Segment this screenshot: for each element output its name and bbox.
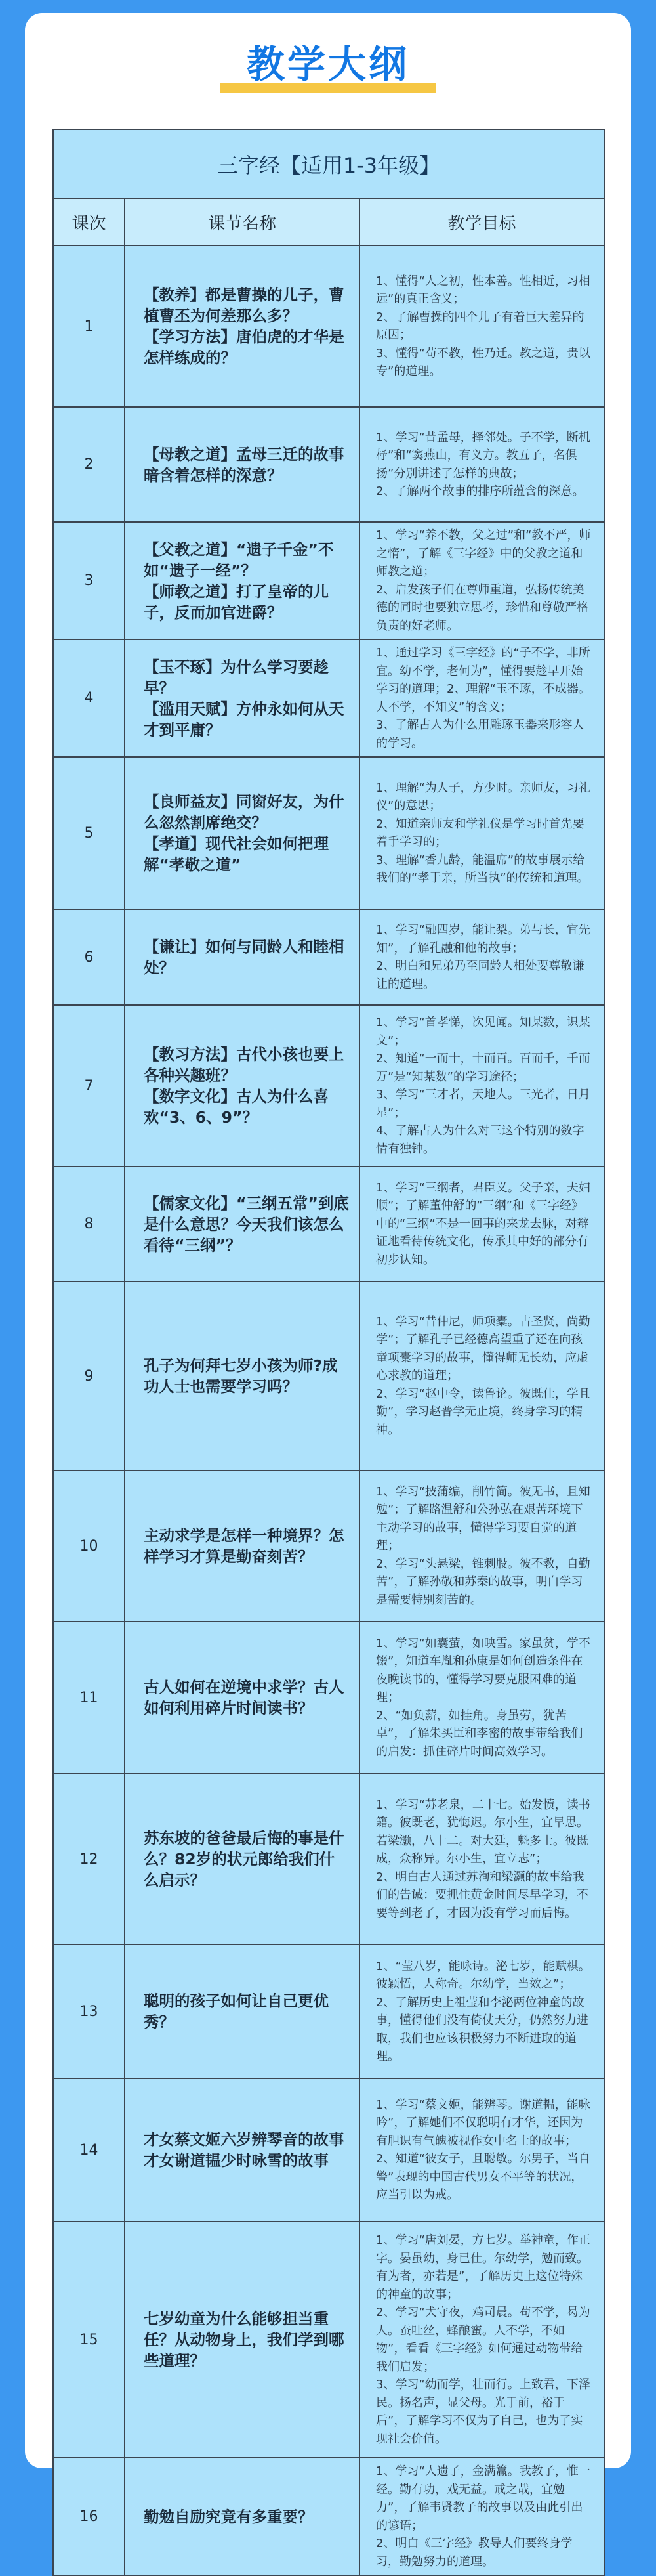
lesson-name-line: 【学习方法】唐伯虎的才华是怎样练成的？ <box>144 328 344 367</box>
lesson-number: 12 <box>53 1774 125 1944</box>
lesson-goal <box>359 1470 604 1621</box>
content-card <box>25 13 631 2569</box>
goal-line: 3、理解“香九龄，能温席”的故事展示给我们的“孝于亲，所当执”的传统和道理。 <box>376 853 589 885</box>
lesson-name-line: 【父教之道】“遗子千金”不如“遗子一经”？ <box>144 540 334 580</box>
table-row <box>53 2458 604 2575</box>
lesson-name-line: 【玉不琢】为什么学习要趁早？ <box>144 657 329 697</box>
lesson-number: 13 <box>53 1944 125 2078</box>
lesson-goal <box>359 909 604 1005</box>
lesson-name-line: 孔子为何拜七岁小孩为师?成功人士也需要学习吗？ <box>144 1356 338 1396</box>
goal-line: 2、学习“赵中令，读鲁论。彼既仕，学且勤”，学习赵普学无止境，终身学习的精神。 <box>376 1386 590 1437</box>
lesson-number: 5 <box>53 757 125 909</box>
lesson-number: 6 <box>53 909 125 1005</box>
syllabus-table <box>52 129 605 2576</box>
goal-line: 3、了解古人为什么用雕琢玉器来形容人的学习。 <box>376 718 584 750</box>
goal-line: 2、明白和兄弟乃至同龄人相处要尊敬谦让的道理。 <box>376 959 584 991</box>
lesson-name-line: 【教养】都是曹操的儿子，曹植曹丕为何差那么多？ <box>144 286 344 325</box>
goal-line: 1、学习“昔仲尼，师项橐。古圣贤，尚勤学”；了解孔子已经德高望重了还在向孩童项橐学习的故事，懂得师无长幼，应虚心求教的道理； <box>376 1314 590 1383</box>
goal-line: 2、了解历史上祖莹和李泌两位神童的故事，懂得他们没有倚仗天分，仍然努力进取，我们也应该积极努力不断进取的道理。 <box>376 1995 588 2063</box>
lesson-name-line: 【孝道】现代社会如何把理解“孝敬之道” <box>144 834 329 874</box>
goal-line: 2、明白《三字经》教导人们要终身学习，勤勉努力的道理。 <box>376 2537 573 2569</box>
goal-line: 2、了解曹操的四个儿子有着巨大差异的原因； <box>376 310 584 342</box>
lesson-goal <box>359 1944 604 2078</box>
lesson-name <box>125 1281 359 1470</box>
goal-line: 1、通过学习《三字经》的“子不学，非所宜。幼不学，老何为”，懂得要趁早开始学习的道理；2、理解“玉不琢，不成器。人不学，不知义”的含义； <box>376 646 590 714</box>
lesson-goal <box>359 1167 604 1281</box>
goal-line: 2、“如负薪，如挂角。身虽劳，犹苦卓”，了解朱买臣和李密的故事带给我们的启发：抓住碎片时间高效学习。 <box>376 1708 583 1759</box>
lesson-name <box>125 246 359 407</box>
lesson-name <box>125 1167 359 1281</box>
goal-line: 1、学习“融四岁，能让梨。弟与长，宜先知”，了解孔融和他的故事； <box>376 923 590 955</box>
goal-line: 2、知道“一而十，十而百。百而千，千而万”是“知某数”的学习途径； <box>376 1052 590 1084</box>
lesson-goal <box>359 2078 604 2222</box>
goal-line: 1、理解“为人子，方少时。亲师友，习礼仪”的意思； <box>376 781 590 813</box>
table-heading: 三字经【适用1-3年级】 <box>53 129 604 198</box>
table-row <box>53 1005 604 1167</box>
lesson-name-line: 古人如何在逆境中求学？古人如何利用碎片时间读书？ <box>144 1678 344 1717</box>
lesson-goal <box>359 639 604 757</box>
lesson-number: 9 <box>53 1281 125 1470</box>
lesson-number: 4 <box>53 639 125 757</box>
lesson-name <box>125 1470 359 1621</box>
lesson-goal <box>359 2222 604 2458</box>
lesson-goal <box>359 246 604 407</box>
lesson-number: 3 <box>53 522 125 639</box>
column-header-goal: 教学目标 <box>359 198 604 246</box>
lesson-goal <box>359 407 604 522</box>
lesson-number: 1 <box>53 246 125 407</box>
lesson-goal <box>359 1281 604 1470</box>
lesson-name <box>125 909 359 1005</box>
lesson-name <box>125 1621 359 1774</box>
lesson-name <box>125 2078 359 2222</box>
table-row <box>53 1621 604 1774</box>
lesson-name-line: 主动求学是怎样一种境界？怎样学习才算是勤奋刻苦？ <box>144 1526 344 1566</box>
lesson-name-line: 【儒家文化】“三纲五常”到底是什么意思？今天我们该怎么看待“三纲”？ <box>144 1193 349 1255</box>
lesson-number: 7 <box>53 1005 125 1167</box>
column-header-lesson: 课次 <box>53 198 125 246</box>
table-body <box>53 246 604 2575</box>
lesson-name-line: 聪明的孩子如何让自己更优秀？ <box>144 1992 329 2031</box>
lesson-number: 10 <box>53 1470 125 1621</box>
goal-line: 1、懂得“人之初，性本善。性相近，习相远”的真正含义； <box>376 274 590 306</box>
lesson-name <box>125 639 359 757</box>
goal-line: 1、学习“苏老泉，二十七。始发愤，读书籍。彼既老，犹悔迟。尔小生，宜早思。若梁灏，八十二。对大廷，魁多士。彼既成，众称异。尔小生，宜立志”； <box>376 1797 590 1866</box>
lesson-name <box>125 1005 359 1167</box>
table-row <box>53 2078 604 2222</box>
goal-line: 3、学习“三才者，天地人。三光者，日月星”； <box>376 1088 590 1120</box>
column-header-name: 课节名称 <box>125 198 359 246</box>
lesson-goal <box>359 757 604 909</box>
goal-line: 1、学习“蔡文姬，能辨琴。谢道韫，能咏吟”，了解她们不仅聪明有才华，还因为有胆识有气魄被视作女中名士的故事； <box>376 2097 590 2148</box>
lesson-name-line: 【数字文化】古人为什么喜欢“3、6、9”？ <box>144 1087 329 1127</box>
lesson-goal <box>359 1621 604 1774</box>
table-row <box>53 522 604 639</box>
lesson-number: 16 <box>53 2458 125 2575</box>
table-row <box>53 1167 604 1281</box>
lesson-name-line: 才女谢道韫少时咏雪的故事 <box>144 2151 329 2170</box>
goal-line: 2、启发孩子们在尊师重道，弘扬传统美德的同时也要独立思考，珍惜和尊敬严格负责的好老师。 <box>376 582 588 633</box>
lesson-goal <box>359 1005 604 1167</box>
lesson-number: 15 <box>53 2222 125 2458</box>
goal-line: 4、了解古人为什么对三这个特别的数字情有独钟。 <box>376 1124 584 1156</box>
lesson-goal <box>359 2458 604 2575</box>
goal-line: 2、学习“头悬梁，锥刺股。彼不教，自勤苦”，了解孙敬和苏秦的故事，明白学习是需要特别刻苦的。 <box>376 1556 590 1607</box>
lesson-name <box>125 522 359 639</box>
table-row <box>53 1470 604 1621</box>
table-row <box>53 639 604 757</box>
goal-line: 2、知道“彼女子，且聪敏。尔男子，当自警”表现的中国古代男女不平等的状况，应当引以为戒。 <box>376 2152 590 2202</box>
lesson-name-line: 【滥用天赋】方仲永如何从天才到平庸？ <box>144 699 344 739</box>
lesson-name-line: 【母教之道】孟母三迁的故事暗含着怎样的深意？ <box>144 444 344 484</box>
goal-line: 1、学习“唐刘晏，方七岁。举神童，作正字。晏虽幼，身已仕。尔幼学，勉而致。有为者，亦若是”，了解历史上这位特殊的神童的故事； <box>376 2233 590 2302</box>
goal-line: 1、“莹八岁，能咏诗。泌七岁，能赋棋。彼颖悟，人称奇。尔幼学，当效之”； <box>376 1959 590 1991</box>
goal-line: 3、懂得“苟不教，性乃迁。教之道，贵以专”的道理。 <box>376 346 590 378</box>
table-row <box>53 1774 604 1944</box>
lesson-name <box>125 407 359 522</box>
goal-line: 1、学习“披蒲编，削竹简。彼无书，且知勉”；了解路温舒和公孙弘在艰苦环境下主动学习的故事，懂得学习要自觉的道理； <box>376 1484 590 1553</box>
table-row <box>53 909 604 1005</box>
lesson-number: 8 <box>53 1167 125 1281</box>
goal-line: 2、学习“犬守夜，鸡司晨。苟不学，曷为人。蚕吐丝，蜂酿蜜。人不学，不如物”，看看《三字经》如何通过动物带给我们启发； <box>376 2306 590 2374</box>
lesson-name <box>125 1944 359 2078</box>
lesson-goal <box>359 522 604 639</box>
lesson-name-line: 【教习方法】古代小孩也要上各种兴趣班？ <box>144 1045 344 1084</box>
lesson-number: 2 <box>53 407 125 522</box>
table-row <box>53 407 604 522</box>
goal-line: 2、知道亲师友和学礼仪是学习时首先要着手学习的； <box>376 817 584 849</box>
goal-line: 1、学习“首孝悌，次见闻。知某数，识某文”； <box>376 1016 590 1048</box>
lesson-name-line: 勤勉自励究竟有多重要？ <box>144 2507 314 2526</box>
table-row <box>53 246 604 407</box>
lesson-number: 14 <box>53 2078 125 2222</box>
lesson-name-line: 【良师益友】同窗好友，为什么忽然割席绝交？ <box>144 792 344 832</box>
lesson-name-line: 【谦让】如何与同龄人和睦相处？ <box>144 937 344 977</box>
lesson-number: 11 <box>53 1621 125 1774</box>
lesson-name-line: 【师教之道】打了皇帝的儿子，反而加官进爵？ <box>144 582 329 622</box>
lesson-name <box>125 1774 359 1944</box>
lesson-name <box>125 757 359 909</box>
goal-line: 2、了解两个故事的排序所蕴含的深意。 <box>376 484 584 498</box>
table-row <box>53 757 604 909</box>
lesson-name <box>125 2458 359 2575</box>
table-row <box>53 1944 604 2078</box>
lesson-goal <box>359 1774 604 1944</box>
goal-line: 2、明白古人通过苏洵和梁灏的故事给我们的告诫：要抓住黄金时间尽早学习，不要等到老了，才因为没有学习而后悔。 <box>376 1870 588 1920</box>
table-row <box>53 2222 604 2458</box>
goal-line: 1、学习“养不教，父之过”和“教不严，师之惰”，了解《三字经》中的父教之道和师教之道； <box>376 528 591 578</box>
goal-line: 3、学习“幼而学，壮而行。上致君，下泽民。扬名声，显父母。光于前，裕于后”，了解学习不仅为了自己，也为了实现社会价值。 <box>376 2378 590 2446</box>
goal-line: 1、学习“人遗子，金满籯。我教子，惟一经。勤有功，戏无益。戒之哉，宜勉力”，了解韦贤教子的故事以及由此引出的谚语； <box>376 2464 590 2533</box>
lesson-name-line: 七岁幼童为什么能够担当重任？从动物身上，我们学到哪些道理？ <box>144 2309 344 2370</box>
lesson-name-line: 苏东坡的爸爸最后悔的事是什么？82岁的状元郎给我们什么启示？ <box>144 1829 344 1889</box>
lesson-name <box>125 2222 359 2458</box>
table-row <box>53 1281 604 1470</box>
goal-line: 1、学习“如囊萤，如映雪。家虽贫，学不辍”，知道车胤和孙康是如何创造条件在夜晚读书的，懂得学习要克服困难的道理； <box>376 1636 590 1705</box>
goal-line: 1、学习“三纲者，君臣义。父子亲，夫妇顺”；了解董仲舒的“三纲”和《三字经》中的“三纲”不是一回事的来龙去脉，对辩证地看待传统文化，传承其中好的部分有初步认知。 <box>376 1180 590 1267</box>
lesson-name-line: 才女蔡文姬六岁辨琴音的故事 <box>144 2130 344 2149</box>
page-title: 教学大纲 <box>246 42 409 87</box>
goal-line: 1、学习“昔孟母，择邻处。子不学，断机杼”和“窦燕山，有义方。教五子，名俱扬”分别讲述了怎样的典故； <box>376 430 590 481</box>
